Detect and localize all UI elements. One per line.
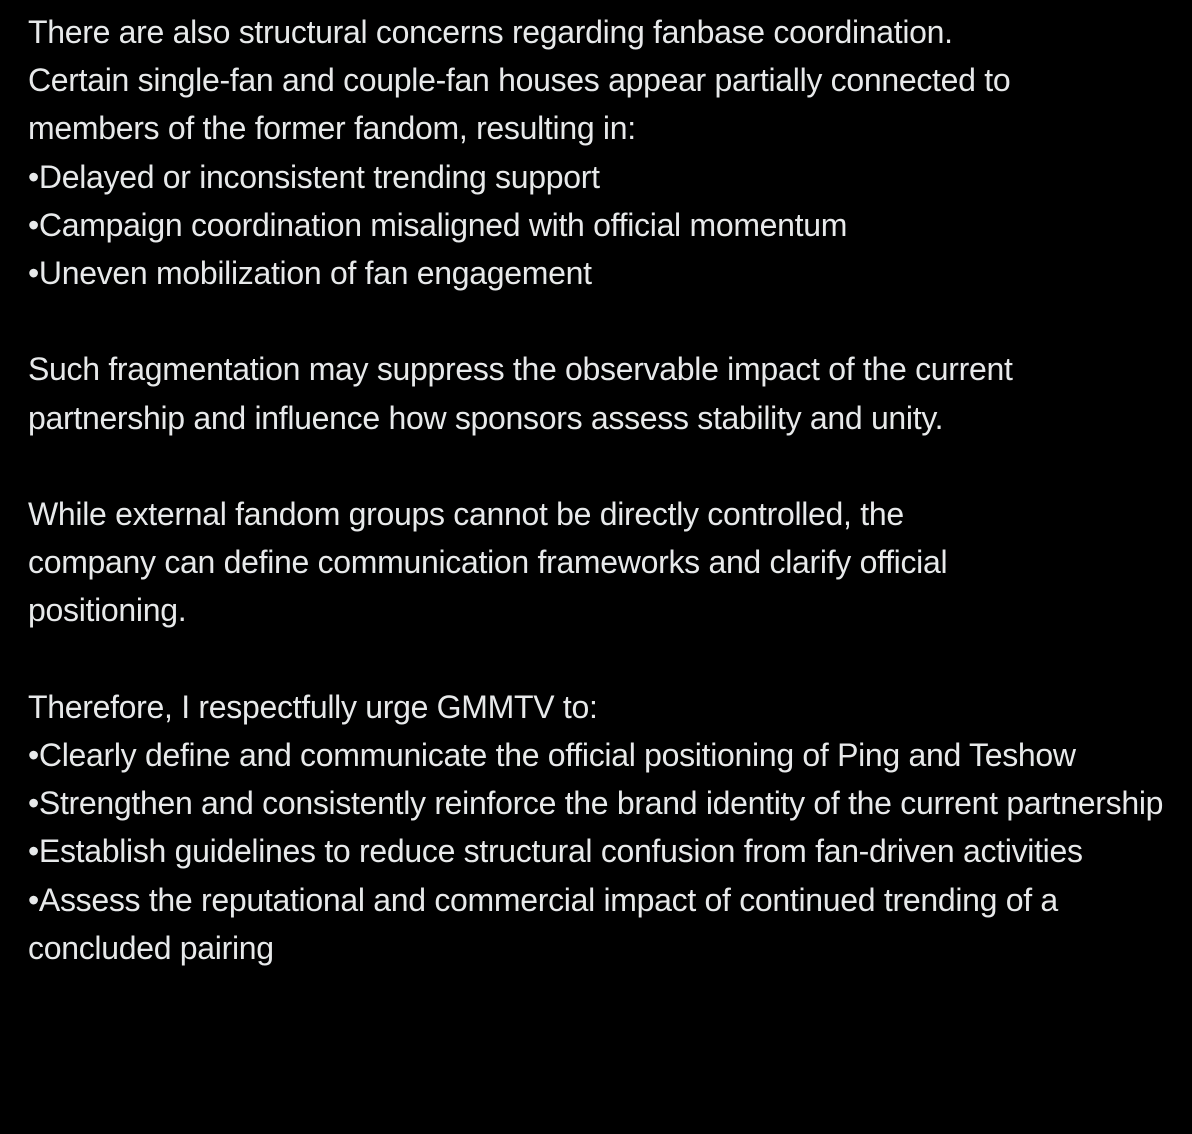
text-line: Therefore, I respectfully urge GMMTV to: — [28, 688, 598, 725]
text-line: While external fandom groups cannot be directly controlled, the — [28, 496, 904, 532]
paragraph-recommendations — [28, 683, 1178, 972]
list-item: •Establish guidelines to reduce structural confusion from fan-driven activities — [28, 833, 1083, 870]
list-item: •Delayed or inconsistent trending support — [28, 158, 600, 195]
paragraph-fragmentation — [28, 345, 1178, 441]
list-item: •Campaign coordination misaligned with official momentum — [28, 206, 848, 243]
text-line: Such fragmentation may suppress the observable impact of the current — [28, 351, 1013, 388]
paragraph-external-groups — [28, 490, 1178, 635]
text-line: positioning. — [28, 592, 187, 629]
text-line: There are also structural concerns regarding fanbase coordination. — [28, 14, 953, 50]
list-item: •Strengthen and consistently reinforce the brand identity of the current partnership — [28, 785, 1164, 822]
text-line: partnership and influence how sponsors assess stability and unity. — [28, 399, 944, 436]
text-line: members of the former fandom, resulting in: — [28, 110, 636, 147]
post-text-body — [28, 8, 1178, 972]
list-item: •Assess the reputational and commercial impact of continued trending of a concluded pairing — [28, 881, 1058, 966]
text-line: company can define communication frameworks and clarify official — [28, 544, 948, 581]
list-item: •Clearly define and communicate the official positioning of Ping and Teshow — [28, 737, 1076, 773]
paragraph-fanbase-concerns — [28, 8, 1178, 297]
text-line: Certain single-fan and couple-fan houses appear partially connected to — [28, 62, 1011, 99]
list-item: •Uneven mobilization of fan engagement — [28, 255, 592, 292]
